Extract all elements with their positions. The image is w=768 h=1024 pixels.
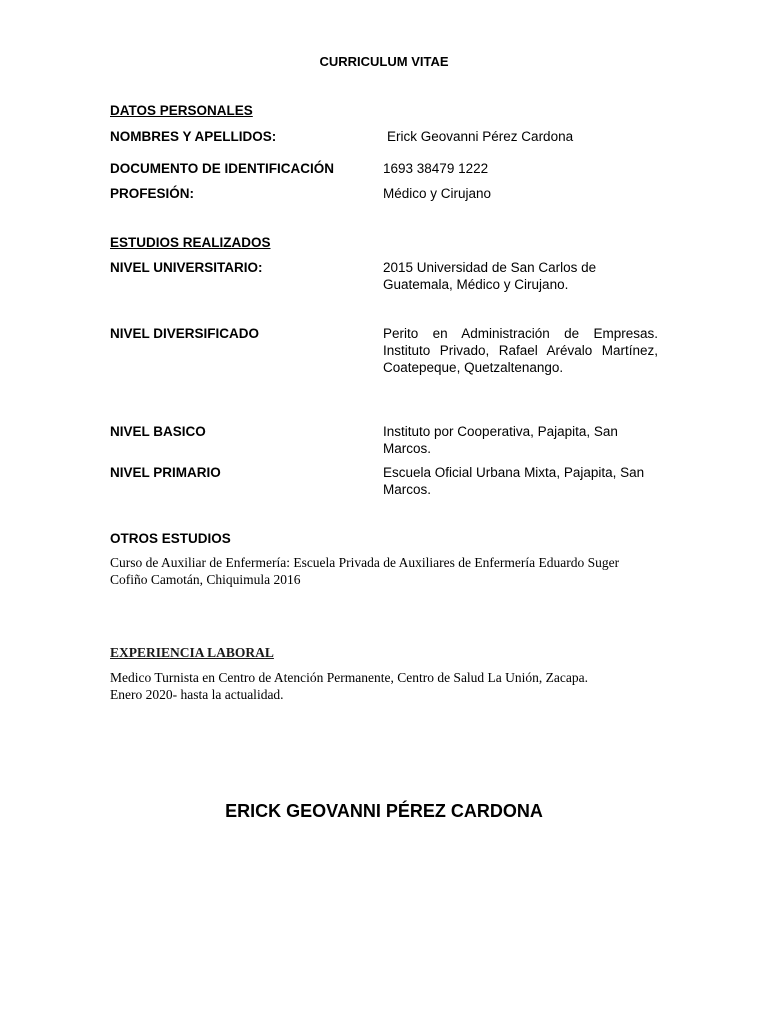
section-heading-estudios: ESTUDIOS REALIZADOS — [110, 235, 271, 250]
section-heading-otros-estudios: OTROS ESTUDIOS — [110, 531, 231, 546]
label-nombres: NOMBRES Y APELLIDOS: — [110, 129, 277, 144]
label-nivel-universitario: NIVEL UNIVERSITARIO: — [110, 260, 263, 275]
value-nivel-universitario: 2015 Universidad de San Carlos de Guatemala, Médico y Cirujano. — [383, 260, 597, 292]
label-documento: DOCUMENTO DE IDENTIFICACIÓN — [110, 161, 335, 176]
value-nivel-basico: Instituto por Cooperativa, Pajapita, San Marcos. — [383, 424, 618, 456]
section-heading-experiencia: EXPERIENCIA LABORAL — [110, 645, 274, 660]
label-nivel-diversificado: NIVEL DIVERSIFICADO — [110, 326, 260, 341]
value-documento: 1693 38479 1222 — [383, 161, 489, 176]
label-nivel-primario: NIVEL PRIMARIO — [110, 465, 221, 480]
experiencia-text: Medico Turnista en Centro de Atención Permanente, Centro de Salud La Unión, Zacapa. Enero 2020- hasta la actualidad. — [110, 670, 589, 702]
label-profesion: PROFESIÓN: — [110, 186, 195, 201]
otros-estudios-text: Curso de Auxiliar de Enfermería: Escuela Privada de Auxiliares de Enfermería Eduardo Suger Cofiño Camotán, Chiquimula 2016 — [110, 555, 620, 587]
value-profesion: Médico y Cirujano — [383, 186, 492, 201]
value-nombres: Erick Geovanni Pérez Cardona — [387, 129, 574, 144]
document-title: CURRICULUM VITAE — [319, 54, 449, 69]
label-nivel-basico: NIVEL BASICO — [110, 424, 206, 439]
section-heading-datos-personales: DATOS PERSONALES — [110, 103, 253, 118]
value-nivel-diversificado: Perito en Administración de Empresas. Instituto Privado, Rafael Arévalo Martínez, Coatepeque, Quetzaltenango. — [383, 326, 658, 375]
value-nivel-primario: Escuela Oficial Urbana Mixta, Pajapita, San Marcos. — [383, 465, 645, 497]
footer-name: ERICK GEOVANNI PÉREZ CARDONA — [225, 801, 543, 821]
